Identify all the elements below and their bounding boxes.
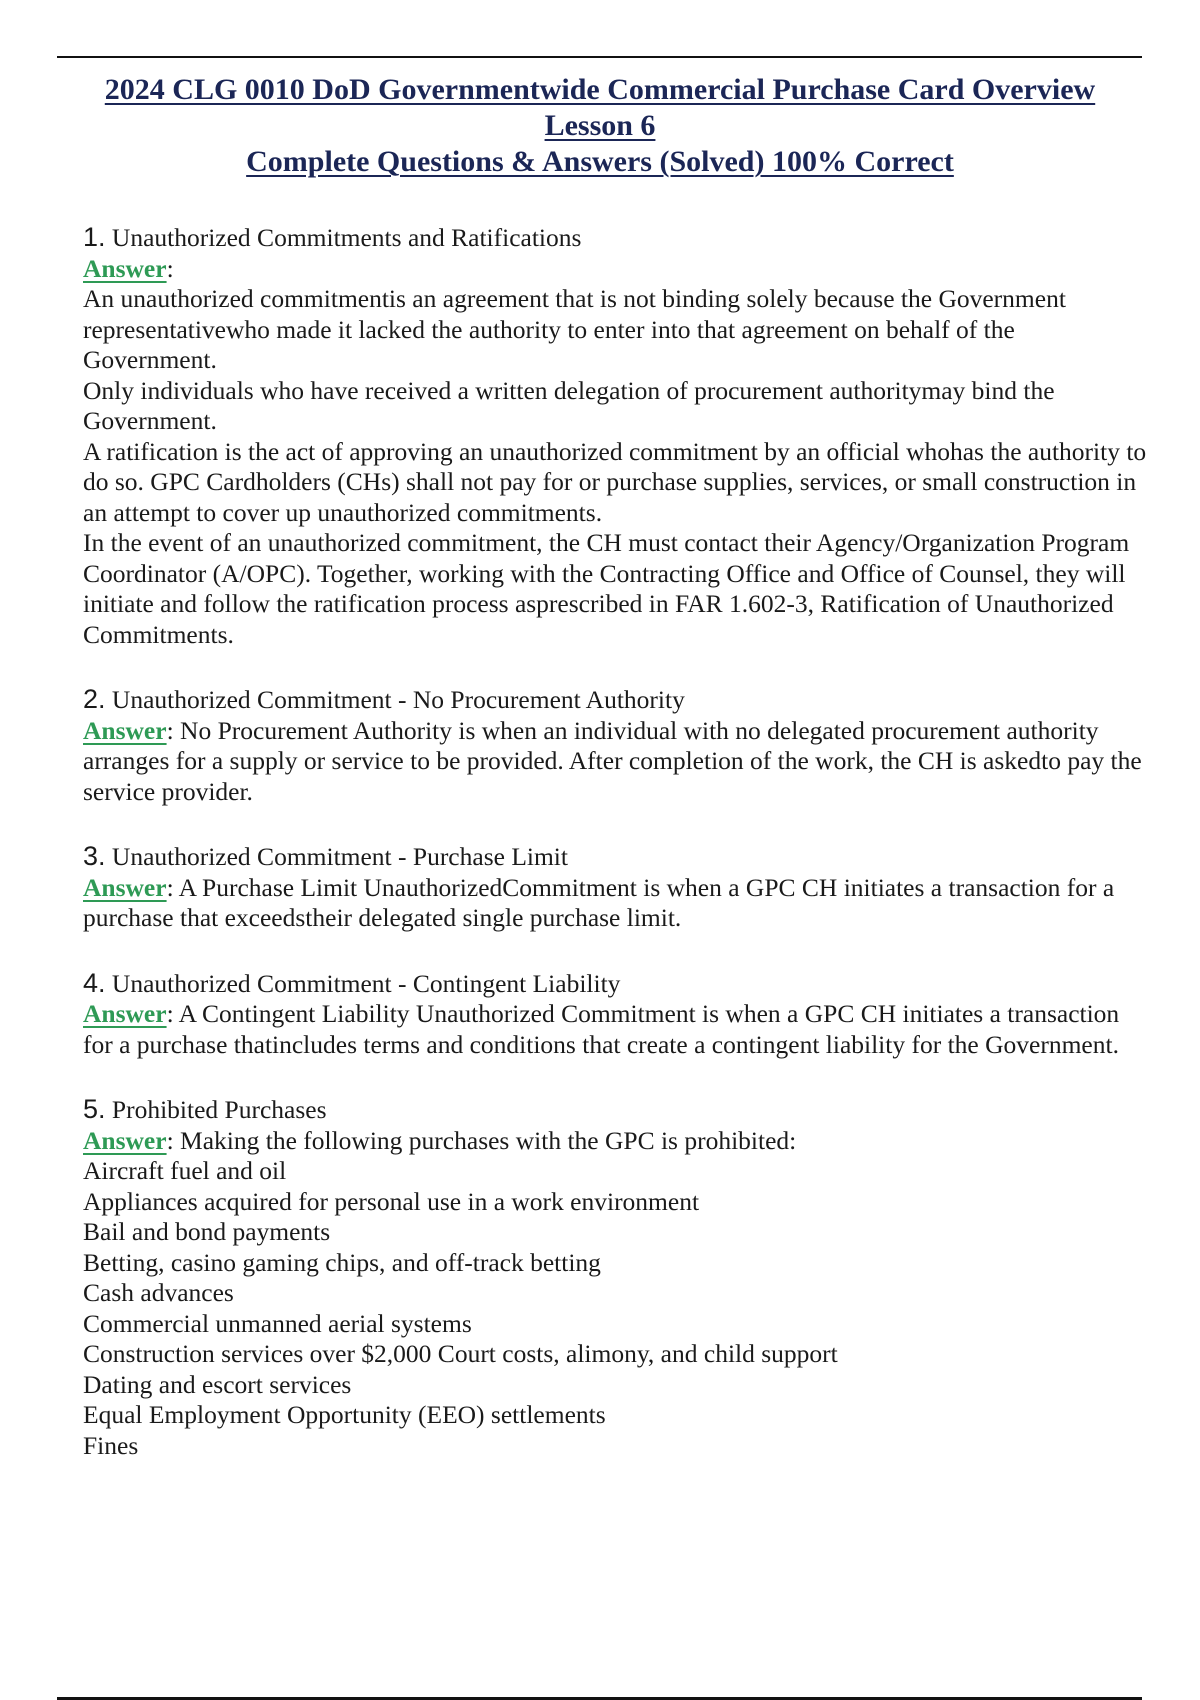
- question-line: [83, 1094, 1153, 1126]
- question-number: 1.: [83, 222, 106, 252]
- answer-line: Answer: A Contingent Liability Unauthorized Commitment is when a GPC CH initiates a transaction for a purchase thatincludes terms and conditions that create a contingent liability for the Government.: [83, 999, 1120, 1059]
- answer-line: Answer: A Purchase Limit UnauthorizedCommitment is when a GPC CH initiates a transaction for a purchase that exceedstheir delegated single purchase limit.: [83, 872, 1115, 932]
- question-text: Unauthorized Commitment - Contingent Liability: [111, 968, 621, 998]
- prohibited-purchases-list: [83, 1156, 1153, 1461]
- answer-line: Answer:: [83, 253, 174, 283]
- answer-text: A Purchase Limit UnauthorizedCommitment is when a GPC CH initiates a transaction for a purchase that exceedstheir delegated single purchase limit.: [83, 872, 1115, 932]
- answer-line: Answer: Making the following purchases with the GPC is prohibited:: [83, 1125, 797, 1155]
- title-line-2: Lesson 6: [544, 109, 656, 142]
- question-text: Unauthorized Commitment - Purchase Limit: [111, 842, 568, 871]
- list-item: Fines: [83, 1430, 139, 1460]
- qa-item-5: [83, 1094, 1153, 1461]
- list-item: Construction services over $2,000 Court costs, alimony, and child support: [83, 1339, 838, 1368]
- document-title: [60, 72, 1140, 180]
- answer-paragraph: An unauthorized commitmentis an agreement that is not binding solely because the Government representativewho made it lacked the authority to enter into that agreement on behalf of the Government.: [83, 284, 1066, 374]
- list-item: Aircraft fuel and oil: [83, 1156, 287, 1185]
- list-item: Equal Employment Opportunity (EEO) settlements: [83, 1400, 606, 1429]
- list-item: Bail and bond payments: [83, 1217, 331, 1246]
- qa-item-3: [83, 841, 1153, 934]
- list-item: Cash advances: [83, 1278, 234, 1307]
- answer-paragraph: A ratification is the act of approving an unauthorized commitment by an official whohas the authority to do so. GPC Cardholders (CHs) shall not pay for or purchase supplies, services, or small construction in an attempt to cover up unauthorized commitments.: [83, 436, 1147, 527]
- question-line: [83, 222, 1153, 254]
- qa-item-2: [83, 684, 1153, 807]
- answer-text: A Contingent Liability Unauthorized Commitment is when a GPC CH initiates a transaction for a purchase thatincludes terms and conditions that create a contingent liability for the Government.: [83, 999, 1120, 1059]
- answer-label: Answer: [83, 253, 167, 283]
- question-number: 4.: [83, 967, 106, 998]
- answer-label: Answer: [83, 1125, 167, 1155]
- qa-item-1: [83, 222, 1153, 650]
- answer-label: Answer: [83, 872, 167, 902]
- question-line: [83, 684, 1153, 716]
- answer-paragraph: In the event of an unauthorized commitment, the CH must contact their Agency/Organization Program Coordinator (A/OPC). Together, working with the Contracting Office and Office of Counsel, they will initiate and follow the ratification process asprescribed in FAR 1.602-3, Ratification of Unauthorized Commitments.: [83, 528, 1130, 649]
- answer-line: Answer: No Procurement Authority is when an individual with no delegated procurement authority arranges for a supply or service to be provided. After completion of the work, the CH is askedto pay the service provider.: [83, 715, 1142, 806]
- question-number: 2.: [83, 684, 106, 714]
- list-item: Betting, casino gaming chips, and off-track betting: [83, 1247, 601, 1277]
- question-text: Unauthorized Commitment - No Procurement Authority: [111, 685, 685, 714]
- qa-content: [83, 222, 1153, 1461]
- question-text: Unauthorized Commitments and Ratifications: [111, 223, 582, 252]
- answer-paragraph: Only individuals who have received a written delegation of procurement authoritymay bind the Government.: [83, 375, 1055, 435]
- title-line-1: 2024 CLG 0010 DoD Governmentwide Commercial Purchase Card Overview: [104, 73, 1096, 106]
- question-line: [83, 968, 1153, 1000]
- qa-item-4: [83, 968, 1153, 1061]
- answer-text: Making the following purchases with the GPC is prohibited:: [180, 1125, 797, 1155]
- list-item: Dating and escort services: [83, 1369, 352, 1399]
- answer-label: Answer: [83, 715, 167, 745]
- question-number: 5.: [83, 1094, 106, 1124]
- question-line: [83, 841, 1153, 873]
- question-text: Prohibited Purchases: [111, 1095, 327, 1124]
- top-rule: [57, 56, 1142, 58]
- title-line-3: Complete Questions & Answers (Solved) 100% Correct: [246, 145, 954, 178]
- list-item: Commercial unmanned aerial systems: [83, 1308, 472, 1338]
- answer-label: Answer: [83, 999, 167, 1028]
- answer-text: No Procurement Authority is when an individual with no delegated procurement authority arranges for a supply or service to be provided. After completion of the work, the CH is askedto pay the service provider.: [83, 715, 1142, 806]
- list-item: Appliances acquired for personal use in a work environment: [83, 1186, 700, 1216]
- question-number: 3.: [83, 841, 106, 871]
